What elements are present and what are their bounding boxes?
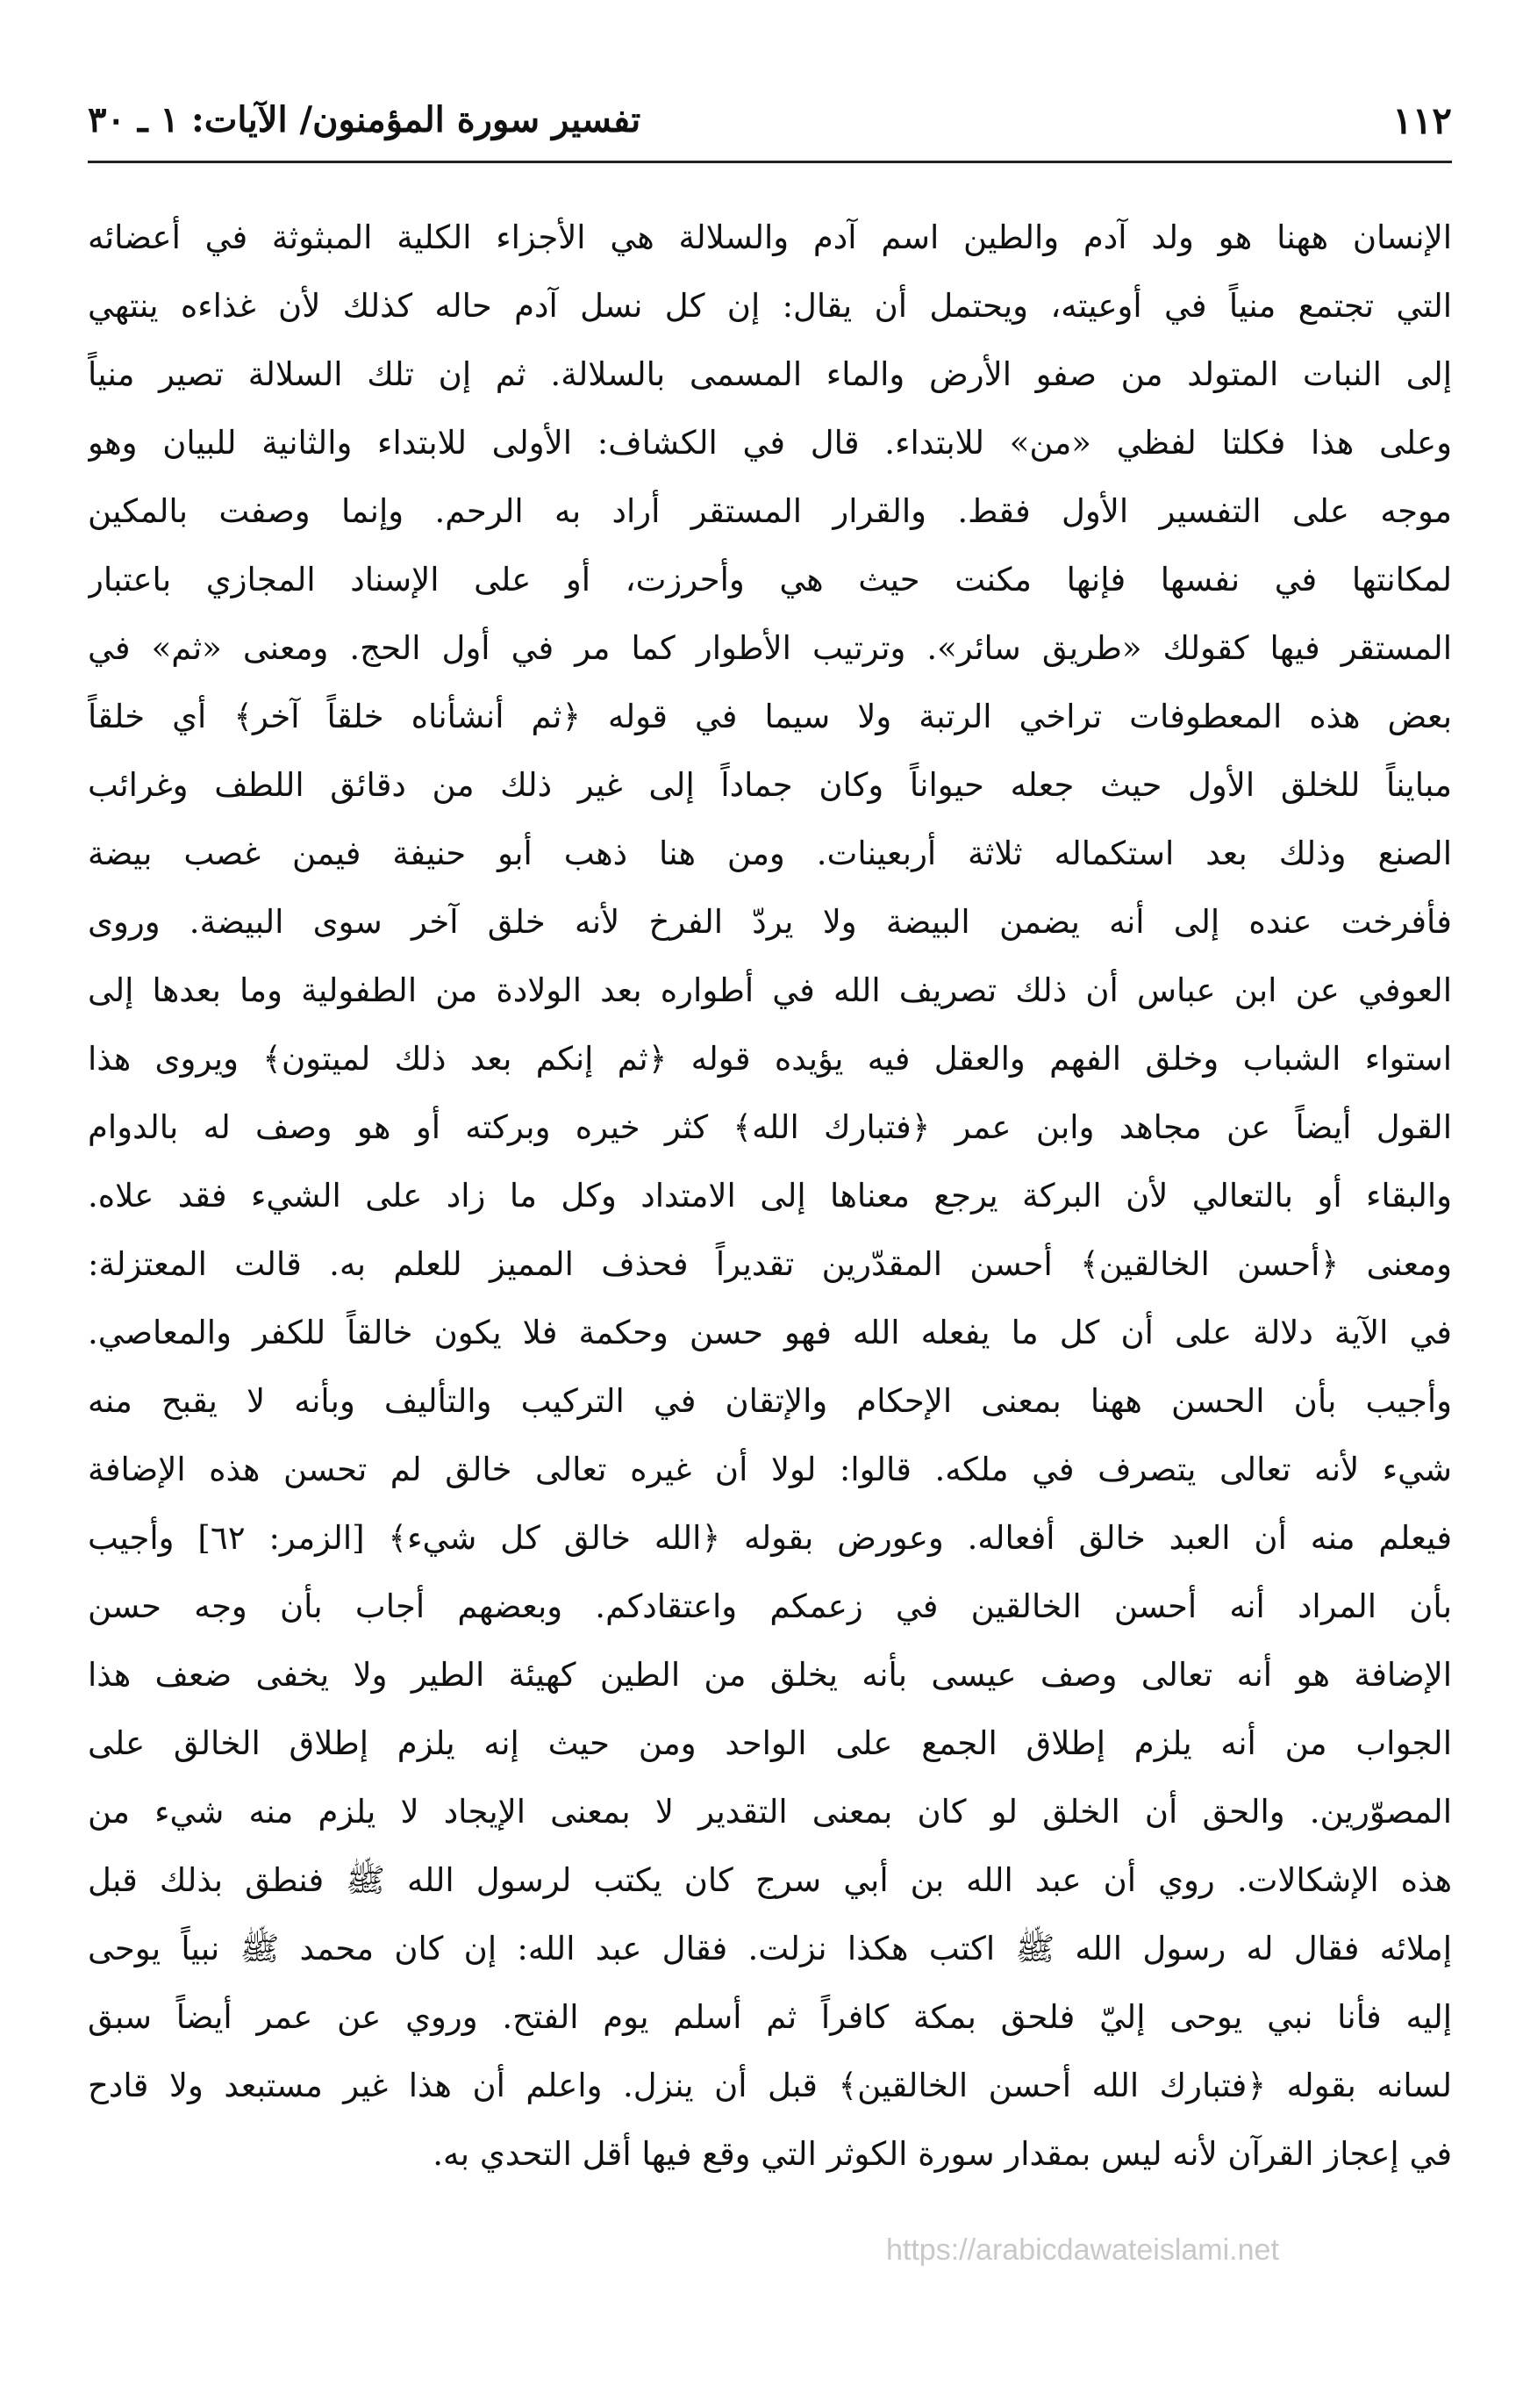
text-line: بأن المراد أنه أحسن الخالقين في زعمكم واعتقادكم. وبعضهم أجاب بأن وجه حسن <box>88 1587 1452 1625</box>
text-line: الإضافة هو أنه تعالى وصف عيسى بأنه يخلق من الطين كهيئة الطير ولا يخفى ضعف هذا <box>88 1656 1452 1694</box>
text-line: في إعجاز القرآن لأنه ليس بمقدار سورة الكوثر التي وقع فيها أقل التحدي به. <box>433 2135 1452 2173</box>
text-line: إلى النبات المتولد من صفو الأرض والماء المسمى بالسلالة. ثم إن تلك السلالة تصير منياً <box>88 355 1452 393</box>
text-line: الجواب من أنه يلزم إطلاق الجمع على الواحد ومن حيث إنه يلزم إطلاق الخالق على <box>88 1724 1452 1762</box>
text-line: التي تجتمع منياً في أوعيته، ويحتمل أن يقال: إن كل نسل آدم حاله كذلك لأن غذاءه ينتهي <box>88 287 1452 325</box>
text-line: مبايناً للخلق الأول حيث جعله حيواناً وكان جماداً إلى غير ذلك من دقائق اللطف وغرائب <box>88 766 1452 804</box>
text-line: وعلى هذا فكلتا لفظي «من» للابتداء. قال في الكشاف: الأولى للابتداء والثانية للبيان وهو <box>88 424 1452 462</box>
text-line: في الآية دلالة على أن كل ما يفعله الله فهو حسن وحكمة فلا يكون خالقاً للكفر والمعاصي. <box>88 1314 1452 1351</box>
text-line: العوفي عن ابن عباس أن ذلك تصريف الله في أطواره بعد الولادة من الطفولية وما بعدها إلى <box>88 971 1452 1009</box>
header-divider <box>88 161 1452 163</box>
page-header <box>88 92 1452 154</box>
text-line: فيعلم منه أن العبد خالق أفعاله. وعورض بقوله ﴿الله خالق كل شيء﴾ [الزمر: ٦٢] وأجيب <box>88 1519 1452 1557</box>
text-line: لسانه بقوله ﴿فتبارك الله أحسن الخالقين﴾ قبل أن ينزل. واعلم أن هذا غير مستبعد ولا قادح <box>88 2067 1452 2104</box>
text-line: شيء لأنه تعالى يتصرف في ملكه. قالوا: لولا أن غيره تعالى خالق لم تحسن هذه الإضافة <box>88 1451 1452 1488</box>
running-title: تفسير سورة المؤمنون/ الآيات: ١ ـ ٣٠ <box>88 99 641 140</box>
text-line: فأفرخت عنده إلى أنه يضمن البيضة ولا يردّ الفرخ لأنه خلق آخر سوى البيضة. وروى <box>88 903 1452 941</box>
page-number: ١١٢ <box>1392 99 1452 142</box>
text-line: القول أيضاً عن مجاهد وابن عمر ﴿فتبارك الله﴾ كثر خيره وبركته أو هو وصف له بالدوام <box>88 1108 1452 1146</box>
text-line: موجه على التفسير الأول فقط. والقرار المستقر أراد به الرحم. وإنما وصفت بالمكين <box>88 492 1452 530</box>
text-line: الصنع وذلك بعد استكماله ثلاثة أربعينات. ومن هنا ذهب أبو حنيفة فيمن غصب بيضة <box>88 835 1452 872</box>
text-line: لمكانتها في نفسها فإنها مكنت حيث هي وأحرزت، أو على الإسناد المجازي باعتبار <box>88 561 1452 598</box>
text-line: استواء الشباب وخلق الفهم والعقل فيه يؤيده قوله ﴿ثم إنكم بعد ذلك لميتون﴾ ويروى هذا <box>88 1040 1452 1078</box>
text-line: ومعنى ﴿أحسن الخالقين﴾ أحسن المقدّرين تقديراً فحذف المميز للعلم به. قالت المعتزلة: <box>88 1245 1452 1283</box>
text-line: هذه الإشكالات. روي أن عبد الله بن أبي سرج كان يكتب لرسول الله ﷺ فنطق بذلك قبل <box>88 1861 1452 1899</box>
text-line: بعض هذه المعطوفات تراخي الرتبة ولا سيما في قوله ﴿ثم أنشأناه خلقاً آخر﴾ أي خلقاً <box>88 698 1452 735</box>
text-line: المستقر فيها كقولك «طريق سائر». وترتيب الأطوار كما مر في أول الحج. ومعنى «ثم» في <box>88 629 1452 667</box>
watermark-url: https://arabicdawateislami.net <box>886 2233 1279 2267</box>
text-line: وأجيب بأن الحسن ههنا بمعنى الإحكام والإتقان في التركيب والتأليف وبأنه لا يقبح منه <box>88 1382 1452 1420</box>
text-line: الإنسان ههنا هو ولد آدم والطين اسم آدم والسلالة هي الأجزاء الكلية المبثوثة في أعضائه <box>88 219 1452 256</box>
body-text <box>88 204 1452 2189</box>
text-line: إملائه فقال له رسول الله ﷺ اكتب هكذا نزلت. فقال عبد الله: إن كان محمد ﷺ نبياً يوحى <box>88 1930 1452 1967</box>
text-line: المصوّرين. والحق أن الخلق لو كان بمعنى التقدير لا بمعنى الإيجاد لا يلزم منه شيء من <box>88 1793 1452 1831</box>
text-line: إليه فأنا نبي يوحى إليّ فلحق بمكة كافراً ثم أسلم يوم الفتح. وروي عن عمر أيضاً سبق <box>88 1998 1452 2036</box>
text-line: والبقاء أو بالتعالي لأن البركة يرجع معناها إلى الامتداد وكل ما زاد على الشيء فقد علاه. <box>88 1177 1452 1215</box>
